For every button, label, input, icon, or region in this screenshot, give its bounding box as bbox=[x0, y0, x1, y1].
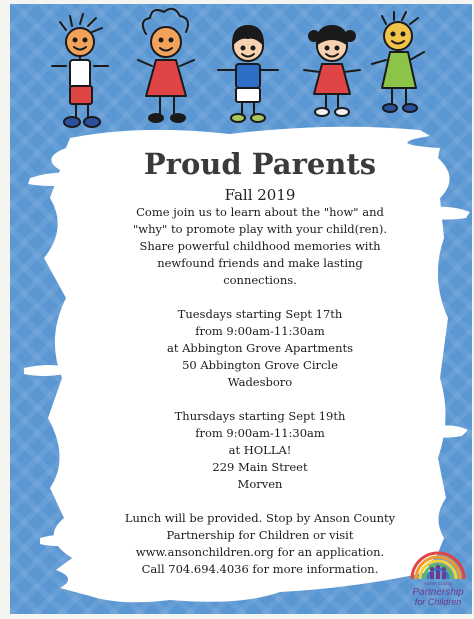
kid-3-figure bbox=[218, 26, 278, 122]
flyer-content bbox=[80, 146, 440, 578]
logo-small-text: Anson County bbox=[423, 581, 453, 586]
flyer-title: Proud Parents bbox=[143, 147, 377, 181]
footer-line: www.ansonchildren.org for an application. bbox=[135, 545, 385, 559]
partnership-logo bbox=[404, 545, 472, 615]
session-line: at HOLLA! bbox=[228, 443, 292, 457]
logo-line-1: Partnership bbox=[412, 587, 464, 598]
logo-line-2: for Children bbox=[414, 597, 462, 607]
footer-line: Call 704.694.4036 for more information. bbox=[141, 562, 379, 576]
session-line: 50 Abbington Grove Circle bbox=[182, 358, 338, 372]
intro-line: newfound friends and make lasting bbox=[157, 256, 363, 270]
intro-line: Come join us to learn about the "how" and bbox=[136, 205, 384, 219]
session-line: 229 Main Street bbox=[212, 460, 308, 474]
spacer bbox=[80, 289, 440, 306]
session-line: from 9:00am-11:30am bbox=[195, 324, 325, 338]
kid-4-figure bbox=[304, 26, 360, 116]
session-tuesday bbox=[80, 306, 440, 391]
intro-block bbox=[80, 204, 440, 289]
footer-line: Partnership for Children or visit bbox=[166, 528, 354, 542]
session-line: from 9:00am-11:30am bbox=[195, 426, 325, 440]
intro-line: Share powerful childhood memories with bbox=[139, 239, 381, 253]
kid-2-figure bbox=[138, 9, 194, 122]
spacer bbox=[80, 493, 440, 510]
intro-line: "why" to promote play with your child(ren). bbox=[132, 222, 387, 236]
footer-info bbox=[80, 510, 440, 578]
session-line: Wadesboro bbox=[227, 375, 293, 389]
season-label: Fall 2019 bbox=[224, 186, 296, 204]
spacer bbox=[80, 391, 440, 408]
kid-1-figure bbox=[52, 14, 108, 127]
session-line: Tuesdays starting Sept 17th bbox=[177, 307, 343, 321]
session-thursday bbox=[80, 408, 440, 493]
session-line: Morven bbox=[237, 477, 283, 491]
session-line: Thursdays starting Sept 19th bbox=[174, 409, 346, 423]
footer-line: Lunch will be provided. Stop by Anson County bbox=[124, 511, 396, 525]
intro-line: connections. bbox=[223, 273, 297, 287]
session-line: at Abbington Grove Apartments bbox=[166, 341, 354, 355]
kid-5-figure bbox=[372, 12, 424, 112]
